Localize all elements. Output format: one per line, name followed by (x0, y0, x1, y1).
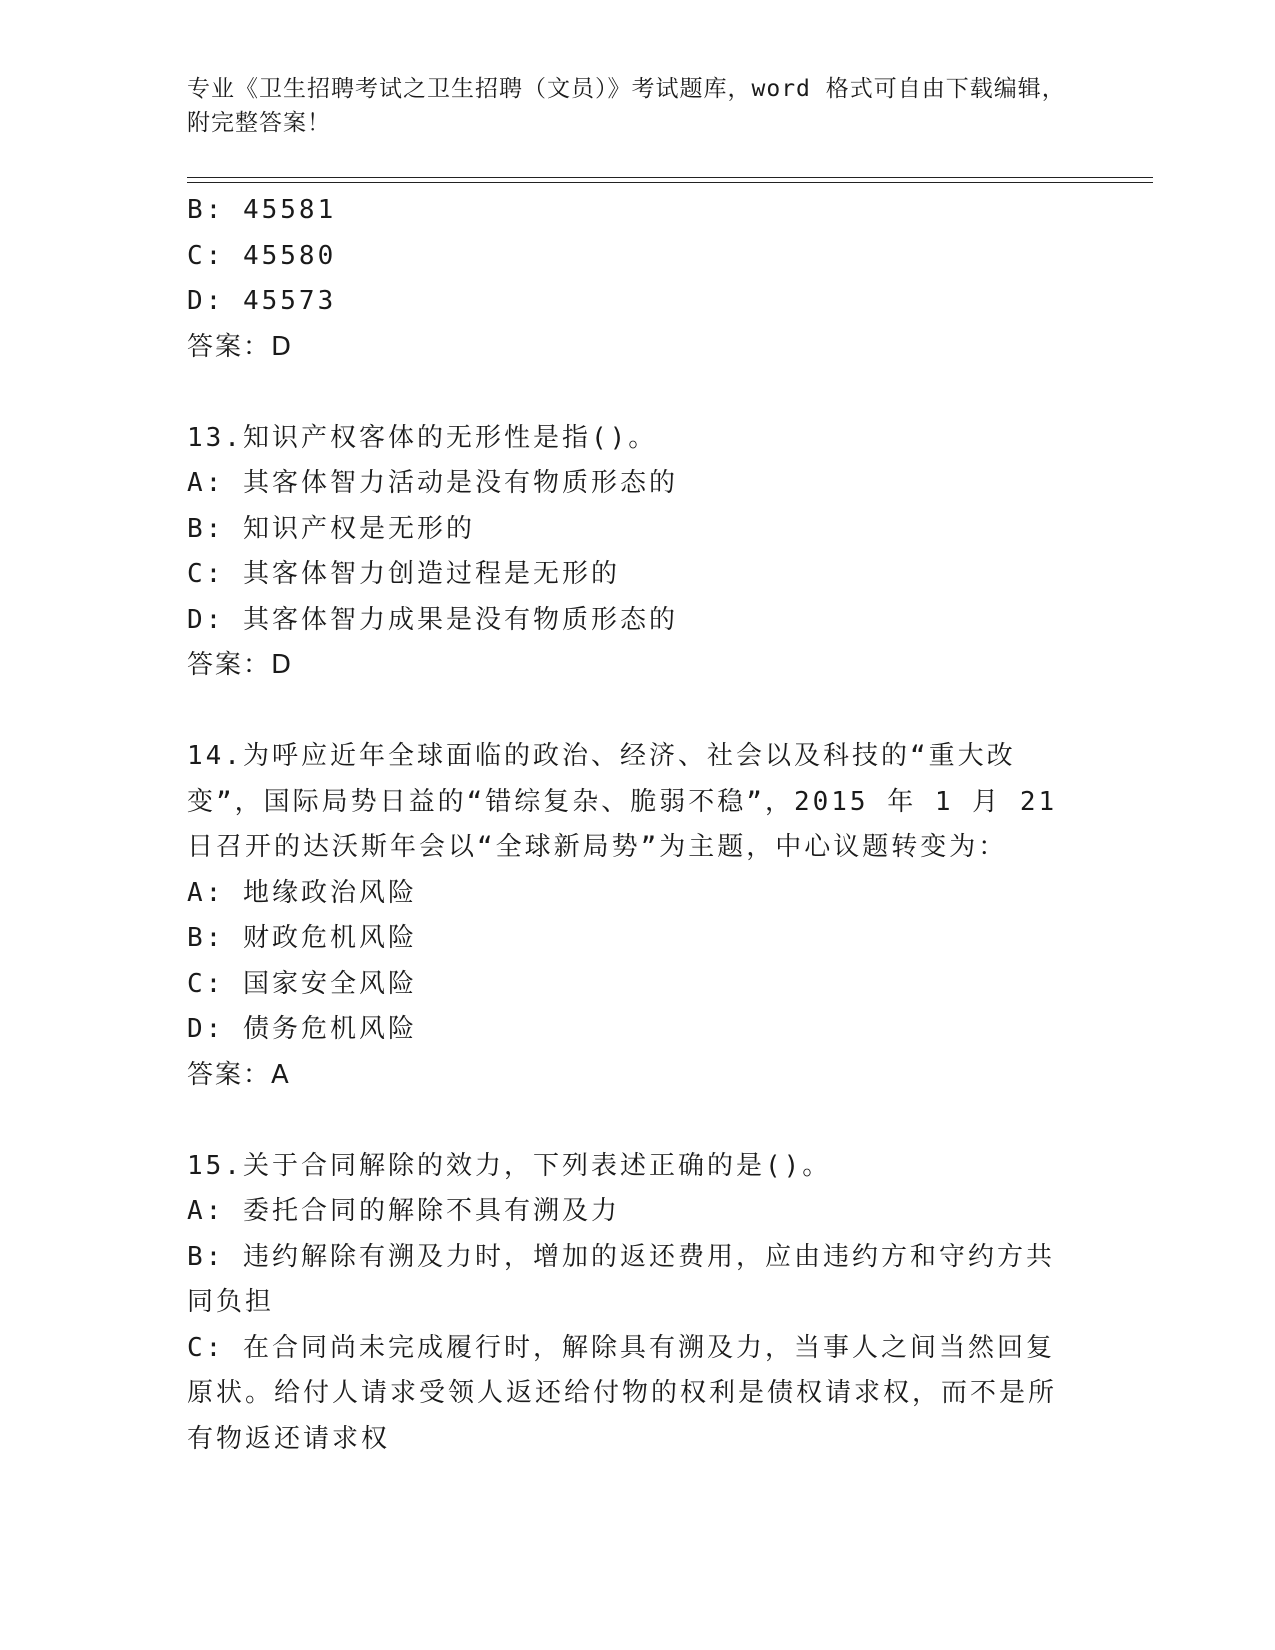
question-15-option-a: A: 委托合同的解除不具有溯及力 (187, 1196, 620, 1226)
question-13-answer: 答案：D (187, 650, 294, 680)
header-divider-bottom (187, 182, 1153, 183)
question-12-answer: 答案：D (187, 331, 294, 362)
question-12-option-b: B: 45581 (187, 195, 337, 225)
question-13-option-b: B: 知识产权是无形的 (187, 513, 475, 544)
question-12-option-d: D: 45573 (187, 286, 337, 316)
question-15-stem: 15.关于合同解除的效力，下列表述正确的是()。 (187, 1150, 832, 1181)
question-14-option-a: A: 地缘政治风险 (187, 877, 417, 908)
question-14-stem: 14.为呼应近年全球面临的政治、经济、社会以及科技的“重大改变”，国际局势日益的“错综复杂、脆弱不稳”，2015 年 1 月 21 日召开的达沃斯年会以“全球新局势”为主题，中心议题转变为： (187, 741, 1058, 862)
question-15-option-c: C: 在合同尚未完成履行时，解除具有溯及力，当事人之间当然回复原状。给付人请求受领人返还给付物的权利是债权请求权，而不是所有物返还请求权 (187, 1332, 1058, 1454)
question-list (187, 188, 1077, 1462)
question-13-option-c: C: 其客体智力创造过程是无形的 (187, 559, 620, 589)
question-12-option-c: C: 45580 (187, 240, 337, 271)
question-14-option-b: B: 财政危机风险 (187, 923, 417, 953)
spacer (187, 1098, 1077, 1144)
question-15-block (187, 1144, 1077, 1463)
header-divider-top (187, 177, 1153, 178)
question-14-option-d: D: 债务危机风险 (187, 1014, 417, 1044)
question-12-block (187, 188, 1077, 370)
question-14-block (187, 734, 1077, 1098)
spacer (187, 689, 1077, 735)
question-13-option-a: A: 其客体智力活动是没有物质形态的 (187, 468, 678, 498)
document-header: 专业《卫生招聘考试之卫生招聘（文员）》考试题库，word 格式可自由下载编辑，附完整答案！ (187, 76, 1066, 136)
spacer (187, 370, 1077, 416)
question-15-option-b: B: 违约解除有溯及力时，增加的返还费用，应由违约方和守约方共同负担 (187, 1241, 1055, 1317)
question-13-option-d: D: 其客体智力成果是没有物质形态的 (187, 604, 678, 635)
question-14-option-c: C: 国家安全风险 (187, 968, 417, 999)
question-13-block (187, 416, 1077, 689)
question-14-answer: 答案：A (187, 1059, 291, 1090)
question-13-stem: 13.知识产权客体的无形性是指()。 (187, 422, 658, 453)
